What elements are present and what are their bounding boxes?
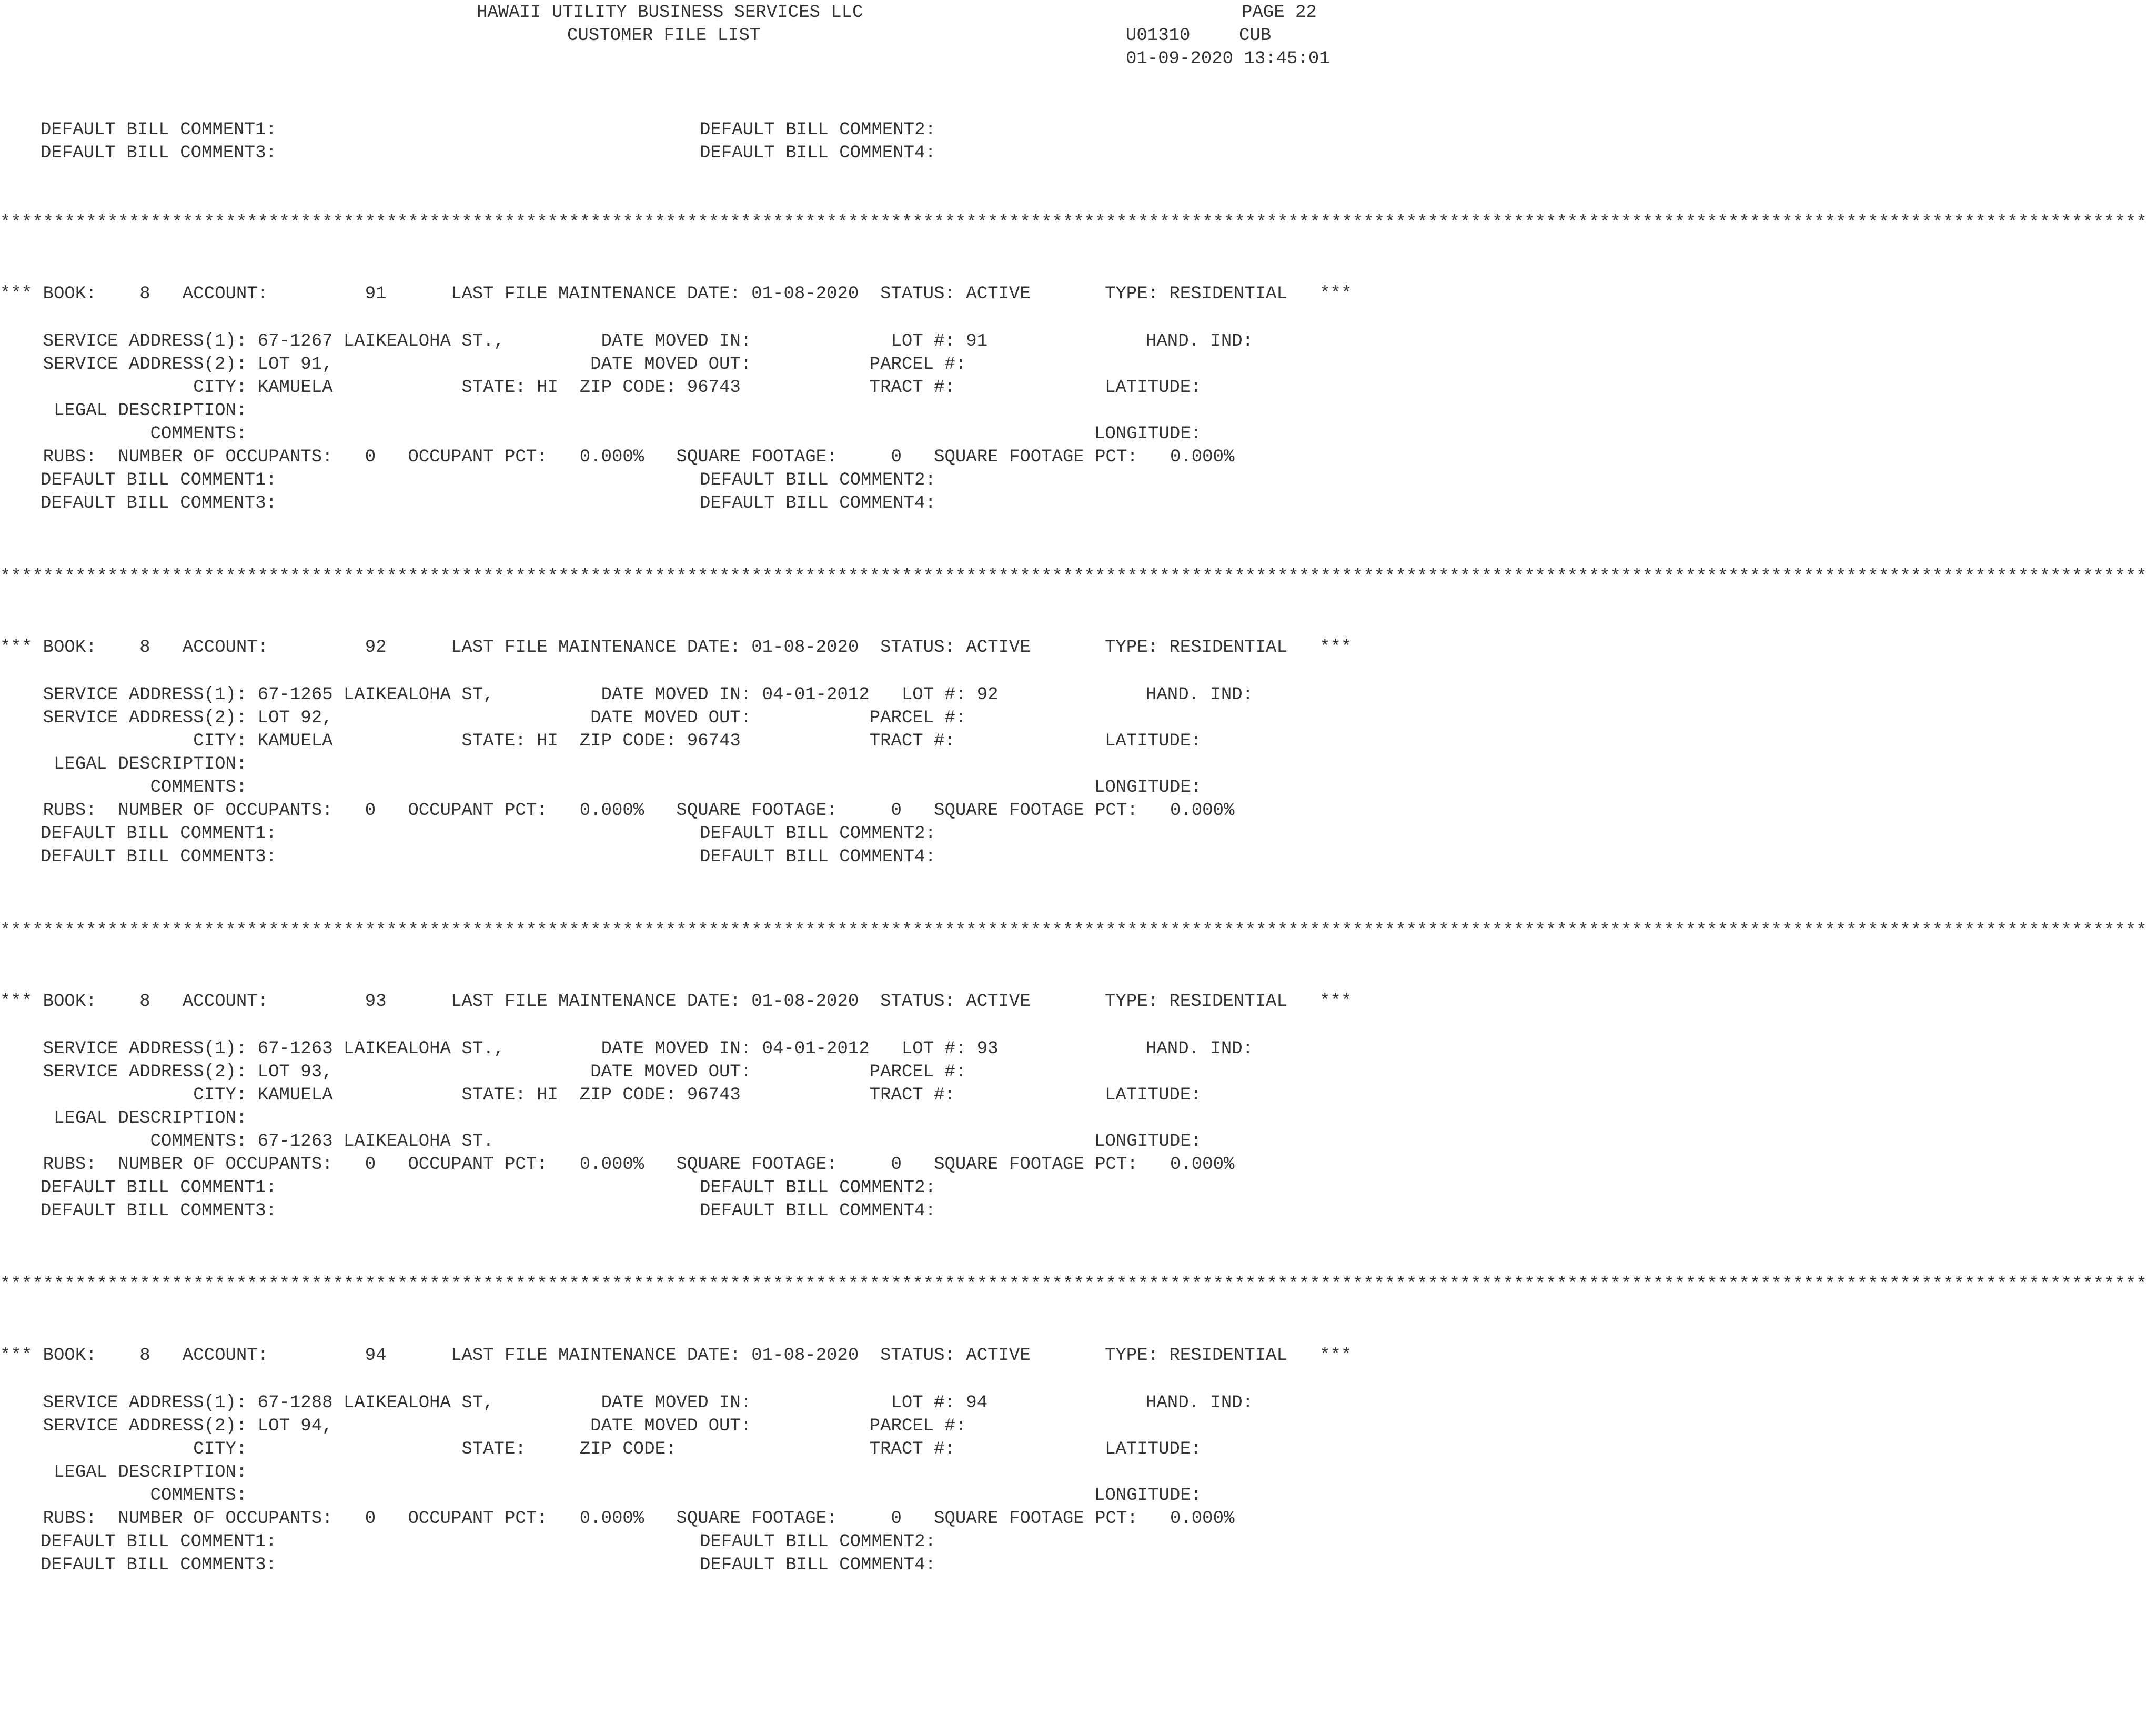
service-address-1-line: SERVICE ADDRESS(1): 67-1288 LAIKEALOHA ST, DATE MOVED IN: LOT #: 94 <box>0 1393 988 1413</box>
longitude-label: LONGITUDE: <box>1094 1486 1202 1506</box>
report-title: CUSTOMER FILE LIST <box>567 26 761 46</box>
default-bill-comment2-label: DEFAULT BILL COMMENT2: <box>700 470 936 490</box>
separator-line: ******************************************************************************************************************************************************************************************************** <box>0 213 2147 233</box>
record-type: TYPE: RESIDENTIAL *** <box>1105 638 1352 658</box>
default-bill-comment4-label: DEFAULT BILL COMMENT4: <box>700 847 936 867</box>
default-bill-comment2-label: DEFAULT BILL COMMENT2: <box>700 824 936 844</box>
default-bill-comment3-label: DEFAULT BILL COMMENT3: <box>41 847 277 867</box>
separator-line: ******************************************************************************************************************************************************************************************************** <box>0 921 2147 941</box>
company-name: HAWAII UTILITY BUSINESS SERVICES LLC <box>477 3 863 23</box>
rubs-line: RUBS: NUMBER OF OCCUPANTS: 0 OCCUPANT PCT: 0.000% SQUARE FOOTAGE: 0 SQUARE FOOTAGE PCT: 0.000% <box>0 1155 1235 1175</box>
record-header-line: *** BOOK: 8 ACCOUNT: 92 LAST FILE MAINTENANCE DATE: 01-08-2020 STATUS: ACTIVE <box>0 638 1031 658</box>
service-address-1-line: SERVICE ADDRESS(1): 67-1267 LAIKEALOHA ST., DATE MOVED IN: LOT #: 91 <box>0 331 988 351</box>
longitude-label: LONGITUDE: <box>1094 778 1202 798</box>
service-address-2-line: SERVICE ADDRESS(2): LOT 92, DATE MOVED OUT: PARCEL #: <box>0 708 966 728</box>
hand-ind-label: HAND. IND: <box>1146 1393 1254 1413</box>
default-bill-comment3-label: DEFAULT BILL COMMENT3: <box>41 493 277 513</box>
record-header-line: *** BOOK: 8 ACCOUNT: 93 LAST FILE MAINTENANCE DATE: 01-08-2020 STATUS: ACTIVE <box>0 992 1031 1012</box>
city-state-zip-line: CITY: STATE: ZIP CODE: TRACT #: <box>0 1439 955 1459</box>
report-id: U01310 <box>1126 26 1191 46</box>
rubs-line: RUBS: NUMBER OF OCCUPANTS: 0 OCCUPANT PCT: 0.000% SQUARE FOOTAGE: 0 SQUARE FOOTAGE PCT: 0.000% <box>0 801 1235 821</box>
service-address-2-line: SERVICE ADDRESS(2): LOT 93, DATE MOVED OUT: PARCEL #: <box>0 1062 966 1082</box>
default-bill-comment1-label: DEFAULT BILL COMMENT1: <box>41 120 277 140</box>
default-bill-comment2-label: DEFAULT BILL COMMENT2: <box>700 120 936 140</box>
rubs-line: RUBS: NUMBER OF OCCUPANTS: 0 OCCUPANT PCT: 0.000% SQUARE FOOTAGE: 0 SQUARE FOOTAGE PCT: 0.000% <box>0 1509 1235 1529</box>
default-bill-comment4-label: DEFAULT BILL COMMENT4: <box>700 143 936 163</box>
default-bill-comment1-label: DEFAULT BILL COMMENT1: <box>41 1532 277 1552</box>
default-bill-comment1-label: DEFAULT BILL COMMENT1: <box>41 824 277 844</box>
default-bill-comment3-label: DEFAULT BILL COMMENT3: <box>41 1555 277 1575</box>
legal-description-line: LEGAL DESCRIPTION: <box>0 1462 247 1482</box>
page-number: PAGE 22 <box>1242 3 1317 23</box>
latitude-label: LATITUDE: <box>1105 731 1202 751</box>
service-address-1-line: SERVICE ADDRESS(1): 67-1265 LAIKEALOHA ST, DATE MOVED IN: 04-01-2012 LOT #: 92 <box>0 685 999 705</box>
default-bill-comment3-label: DEFAULT BILL COMMENT3: <box>41 143 277 163</box>
system-code: CUB <box>1239 26 1272 46</box>
default-bill-comment1-label: DEFAULT BILL COMMENT1: <box>41 470 277 490</box>
latitude-label: LATITUDE: <box>1105 378 1202 398</box>
default-bill-comment4-label: DEFAULT BILL COMMENT4: <box>700 1555 936 1575</box>
default-bill-comment4-label: DEFAULT BILL COMMENT4: <box>700 493 936 513</box>
longitude-label: LONGITUDE: <box>1094 424 1202 444</box>
record-header-line: *** BOOK: 8 ACCOUNT: 91 LAST FILE MAINTENANCE DATE: 01-08-2020 STATUS: ACTIVE <box>0 284 1031 304</box>
default-bill-comment3-label: DEFAULT BILL COMMENT3: <box>41 1201 277 1221</box>
legal-description-line: LEGAL DESCRIPTION: <box>0 754 247 774</box>
record-type: TYPE: RESIDENTIAL *** <box>1105 284 1352 304</box>
city-state-zip-line: CITY: KAMUELA STATE: HI ZIP CODE: 96743 TRACT #: <box>0 731 955 751</box>
legal-description-line: LEGAL DESCRIPTION: <box>0 401 247 421</box>
latitude-label: LATITUDE: <box>1105 1085 1202 1105</box>
city-state-zip-line: CITY: KAMUELA STATE: HI ZIP CODE: 96743 TRACT #: <box>0 1085 955 1105</box>
legal-description-line: LEGAL DESCRIPTION: <box>0 1108 247 1128</box>
service-address-2-line: SERVICE ADDRESS(2): LOT 91, DATE MOVED OUT: PARCEL #: <box>0 355 966 375</box>
comments-line: COMMENTS: 67-1263 LAIKEALOHA ST. <box>0 1132 494 1152</box>
separator-line: ******************************************************************************************************************************************************************************************************** <box>0 567 2147 587</box>
record-type: TYPE: RESIDENTIAL *** <box>1105 1346 1352 1366</box>
record-type: TYPE: RESIDENTIAL *** <box>1105 992 1352 1012</box>
record-header-line: *** BOOK: 8 ACCOUNT: 94 LAST FILE MAINTENANCE DATE: 01-08-2020 STATUS: ACTIVE <box>0 1346 1031 1366</box>
service-address-2-line: SERVICE ADDRESS(2): LOT 94, DATE MOVED OUT: PARCEL #: <box>0 1416 966 1436</box>
comments-line: COMMENTS: <box>0 424 247 444</box>
hand-ind-label: HAND. IND: <box>1146 685 1254 705</box>
hand-ind-label: HAND. IND: <box>1146 331 1254 351</box>
default-bill-comment1-label: DEFAULT BILL COMMENT1: <box>41 1178 277 1198</box>
default-bill-comment4-label: DEFAULT BILL COMMENT4: <box>700 1201 936 1221</box>
default-bill-comment2-label: DEFAULT BILL COMMENT2: <box>700 1178 936 1198</box>
rubs-line: RUBS: NUMBER OF OCCUPANTS: 0 OCCUPANT PCT: 0.000% SQUARE FOOTAGE: 0 SQUARE FOOTAGE PCT: 0.000% <box>0 447 1235 467</box>
default-bill-comment2-label: DEFAULT BILL COMMENT2: <box>700 1532 936 1552</box>
comments-line: COMMENTS: <box>0 778 247 798</box>
report-datetime: 01-09-2020 13:45:01 <box>1126 49 1330 69</box>
city-state-zip-line: CITY: KAMUELA STATE: HI ZIP CODE: 96743 TRACT #: <box>0 378 955 398</box>
latitude-label: LATITUDE: <box>1105 1439 1202 1459</box>
hand-ind-label: HAND. IND: <box>1146 1039 1254 1059</box>
service-address-1-line: SERVICE ADDRESS(1): 67-1263 LAIKEALOHA ST., DATE MOVED IN: 04-01-2012 LOT #: 93 <box>0 1039 999 1059</box>
separator-line: ******************************************************************************************************************************************************************************************************** <box>0 1275 2147 1295</box>
comments-line: COMMENTS: <box>0 1486 247 1506</box>
longitude-label: LONGITUDE: <box>1094 1132 1202 1152</box>
